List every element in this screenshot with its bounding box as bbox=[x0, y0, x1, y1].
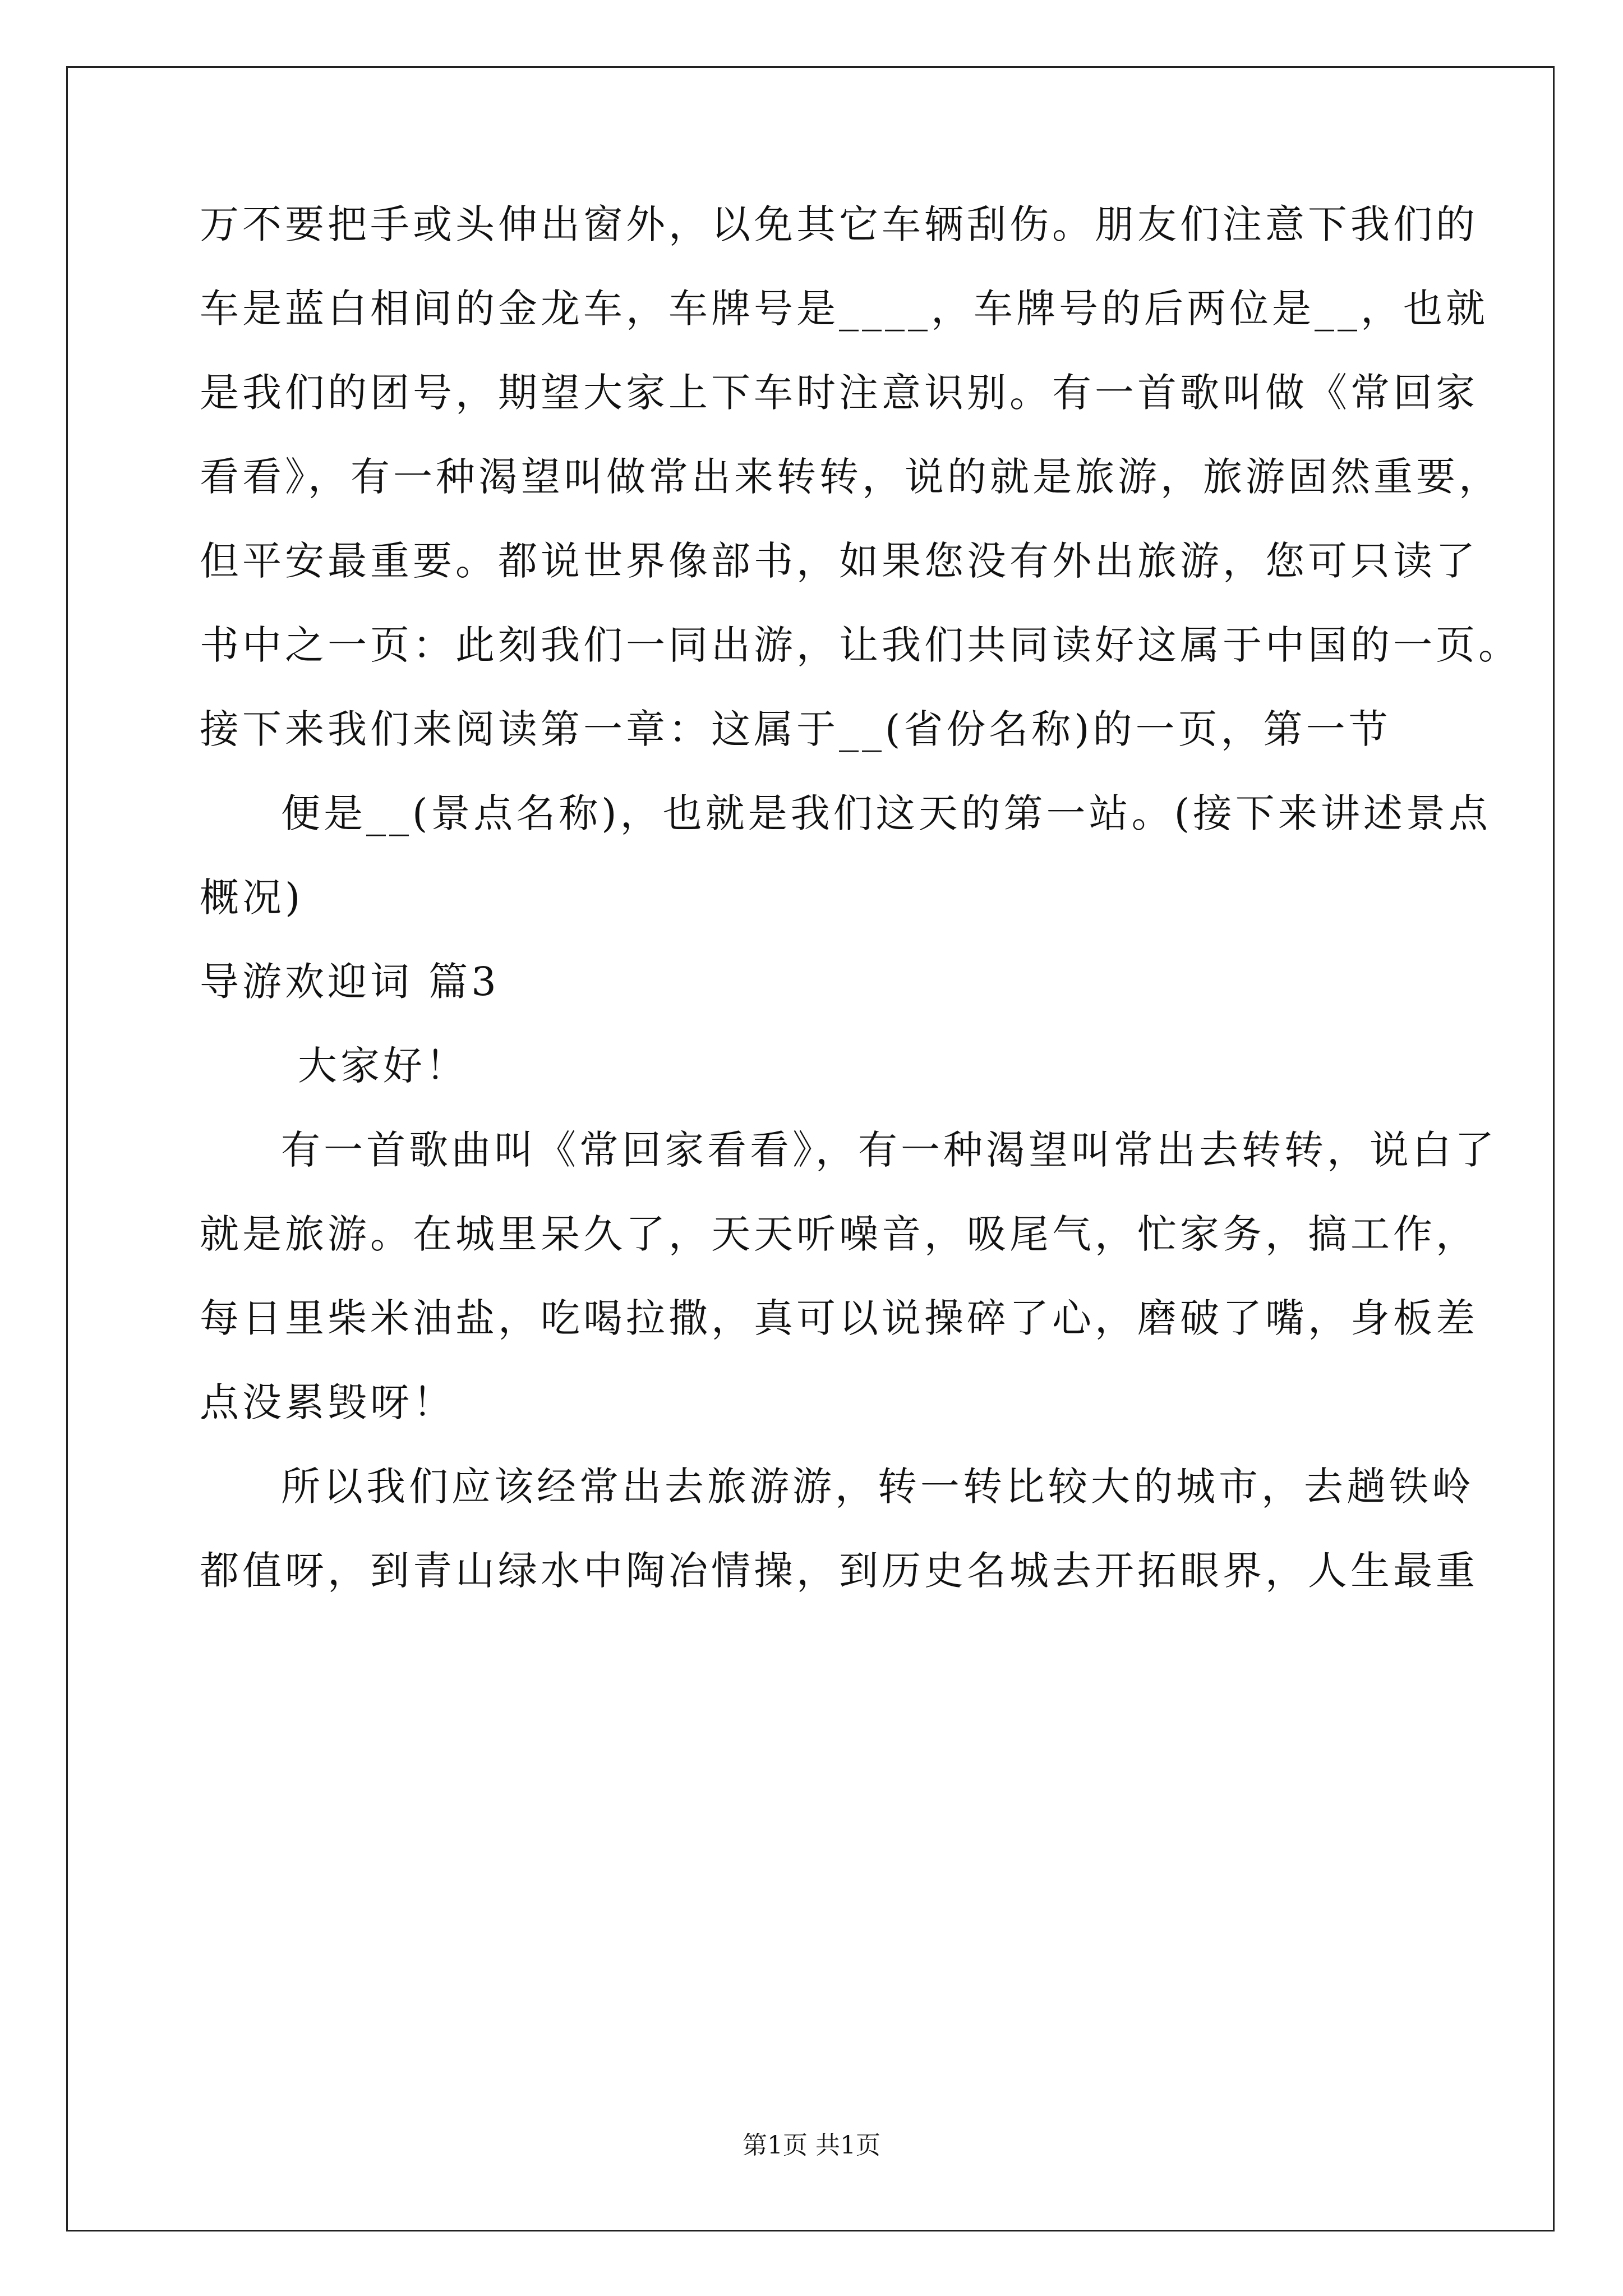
text-line-14: 每日里柴米油盐，吃喝拉撒，真可以说操碎了心，磨破了嘴，身板差 bbox=[200, 1295, 1478, 1341]
text-line-7: 接下来我们来阅读第一章：这属于__(省份名称)的一页，第一节 bbox=[200, 706, 1391, 752]
text-line-13: 就是旅游。在城里呆久了，天天听噪音，吸尾气，忙家务，搞工作， bbox=[200, 1211, 1478, 1257]
text-line-3: 是我们的团号，期望大家上下车时注意识别。有一首歌叫做《常回家 bbox=[200, 370, 1478, 416]
text-line-9: 概况) bbox=[200, 875, 304, 921]
text-line-15: 点没累毁呀！ bbox=[200, 1379, 455, 1425]
greeting-line: 大家好！ bbox=[298, 1043, 468, 1089]
text-line-4: 看看》，有一种渴望叫做常出来转转，说的就是旅游，旅游固然重要， bbox=[200, 454, 1501, 500]
text-line-6: 书中之一页：此刻我们一同出游，让我们共同读好这属于中国的一页。 bbox=[200, 622, 1521, 668]
paragraph-line-16: 所以我们应该经常出去旅游游，转一转比较大的城市，去趟铁岭 bbox=[281, 1464, 1474, 1510]
text-line-5: 但平安最重要。都说世界像部书，如果您没有外出旅游，您可只读了 bbox=[200, 538, 1478, 584]
text-line-1: 万不要把手或头伸出窗外，以免其它车辆刮伤。朋友们注意下我们的 bbox=[200, 201, 1478, 247]
page-footer: 第1页 共1页 bbox=[743, 2131, 880, 2160]
section-heading: 导游欢迎词 篇3 bbox=[200, 959, 500, 1005]
text-line-17: 都值呀，到青山绿水中陶冶情操，到历史名城去开拓眼界，人生最重 bbox=[200, 1548, 1478, 1594]
paragraph-line-12: 有一首歌曲叫《常回家看看》，有一种渴望叫常出去转转，说白了 bbox=[281, 1127, 1497, 1173]
text-line-2: 车是蓝白相间的金龙车，车牌号是____，车牌号的后两位是__，也就 bbox=[200, 286, 1488, 332]
paragraph-line-8: 便是__(景点名称)，也就是我们这天的第一站。(接下来讲述景点 bbox=[281, 790, 1491, 836]
